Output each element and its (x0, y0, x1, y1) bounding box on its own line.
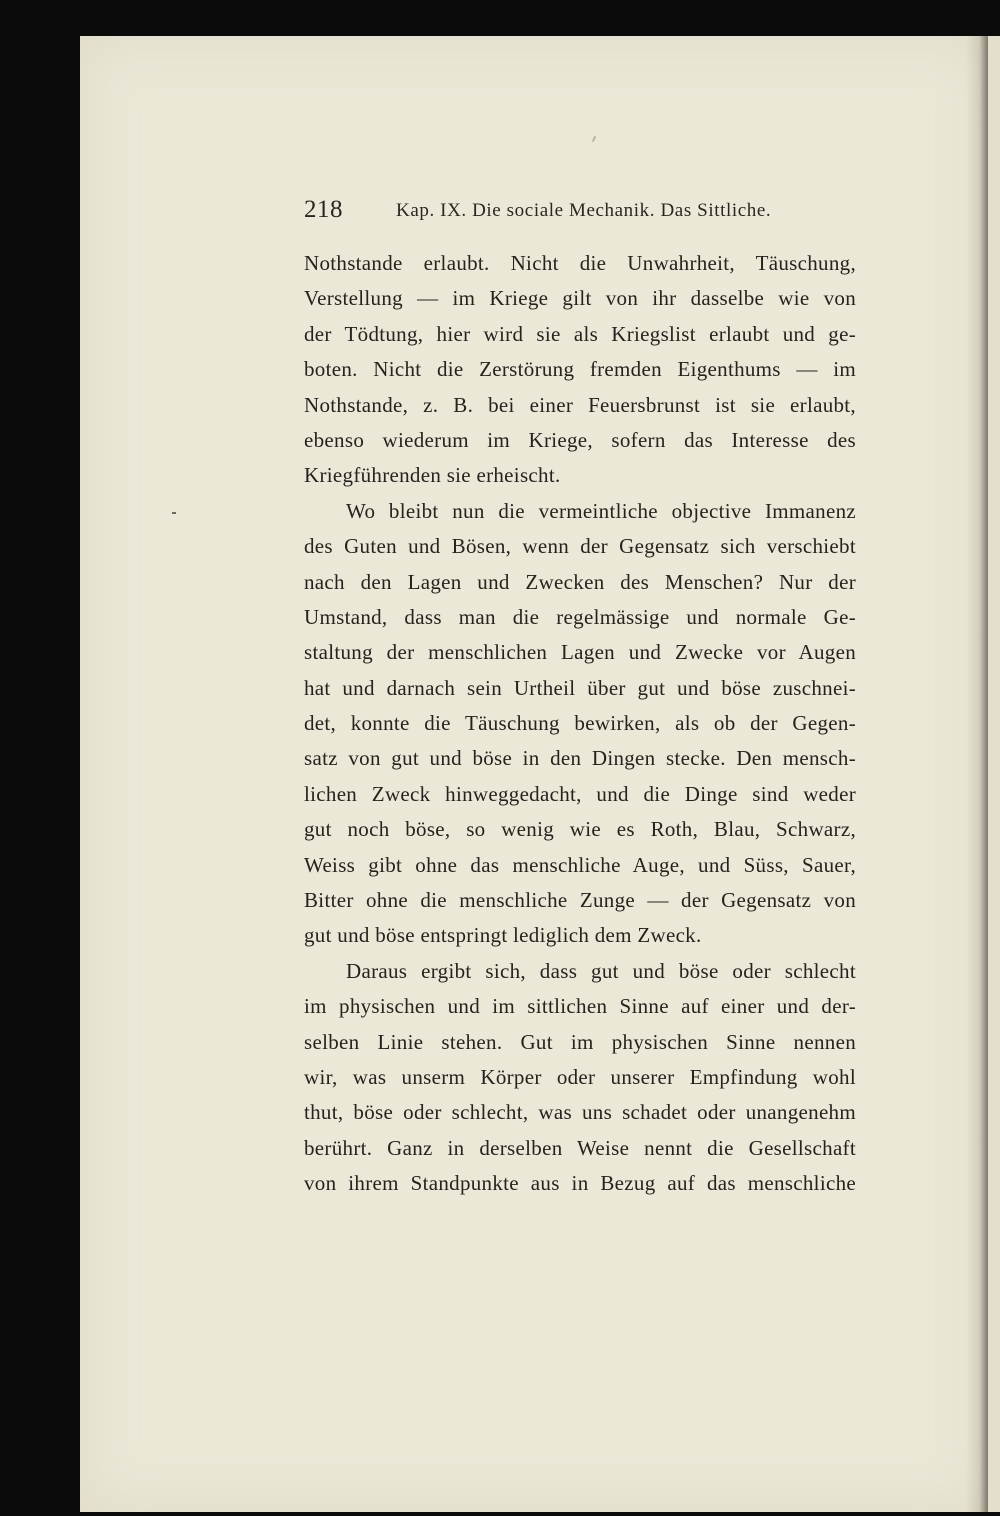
text-line: im physischen und im sittlichen Sinne auf einer und der- (304, 994, 856, 1019)
text-line: des Guten und Bösen, wenn der Gegensatz sich verschiebt (304, 534, 856, 559)
text-line: Wo bleibt nun die vermeintliche objective Immanenz (346, 498, 856, 523)
text-line: der Tödtung, hier wird sie als Kriegslist erlaubt und ge- (304, 321, 856, 346)
text-line: von ihrem Standpunkte aus in Bezug auf das menschliche (304, 1171, 856, 1196)
text-line: det, konnte die Täuschung bewirken, als ob der Gegen- (304, 711, 856, 736)
next-page-edge (988, 36, 1000, 1512)
text-line: lichen Zweck hinweggedacht, und die Dinge sind weder (304, 781, 856, 806)
text-line: hat und darnach sein Urtheil über gut und böse zuschnei- (304, 675, 856, 700)
text-line: gut und böse entspringt lediglich dem Zweck. (304, 923, 702, 948)
text-line: Nothstande erlaubt. Nicht die Unwahrheit, Täuschung, (304, 251, 856, 275)
text-line: boten. Nicht die Zerstörung fremden Eigenthums — im (304, 357, 856, 382)
page-edge-shadow (966, 36, 988, 1512)
text-line: Weiss gibt ohne das menschliche Auge, und Süss, Sauer, (304, 852, 856, 877)
text-line: selben Linie stehen. Gut im physischen Sinne nennen (304, 1029, 856, 1054)
running-title: Kap. IX. Die sociale Mechanik. Das Sittliche. (396, 200, 772, 221)
text-line: Verstellung — im Kriege gilt von ihr dasselbe wie von (304, 286, 856, 311)
page-number: 218 (304, 196, 343, 223)
text-line: thut, böse oder schlecht, was uns schadet oder unangenehm (304, 1100, 856, 1125)
text-line: Daraus ergibt sich, dass gut und böse oder schlecht (346, 958, 856, 983)
text-line: gut noch böse, so wenig wie es Roth, Blau, Schwarz, (304, 817, 856, 842)
text-line: Kriegführenden sie erheischt. (304, 463, 561, 488)
text-line: wir, was unserm Körper oder unserer Empfindung wohl (304, 1064, 856, 1089)
text-line: ebenso wiederum im Kriege, sofern das Interesse des (304, 427, 856, 452)
text-line: staltung der menschlichen Lagen und Zwecke vor Augen (304, 640, 856, 665)
text-line: Nothstande, z. B. bei einer Feuersbrunst ist sie erlaubt, (304, 392, 856, 417)
text-line: satz von gut und böse in den Dingen stecke. Den mensch- (304, 746, 856, 771)
running-head (304, 196, 780, 230)
text-line: Umstand, dass man die regelmässige und normale Ge- (304, 604, 856, 629)
margin-mark (172, 512, 176, 514)
text-line: nach den Lagen und Zwecken des Menschen? Nur der (304, 569, 856, 594)
text-line: berührt. Ganz in derselben Weise nennt die Gesellschaft (304, 1135, 856, 1160)
body-text (304, 246, 856, 1202)
text-line: Bitter ohne die menschliche Zunge — der Gegensatz von (304, 888, 856, 913)
